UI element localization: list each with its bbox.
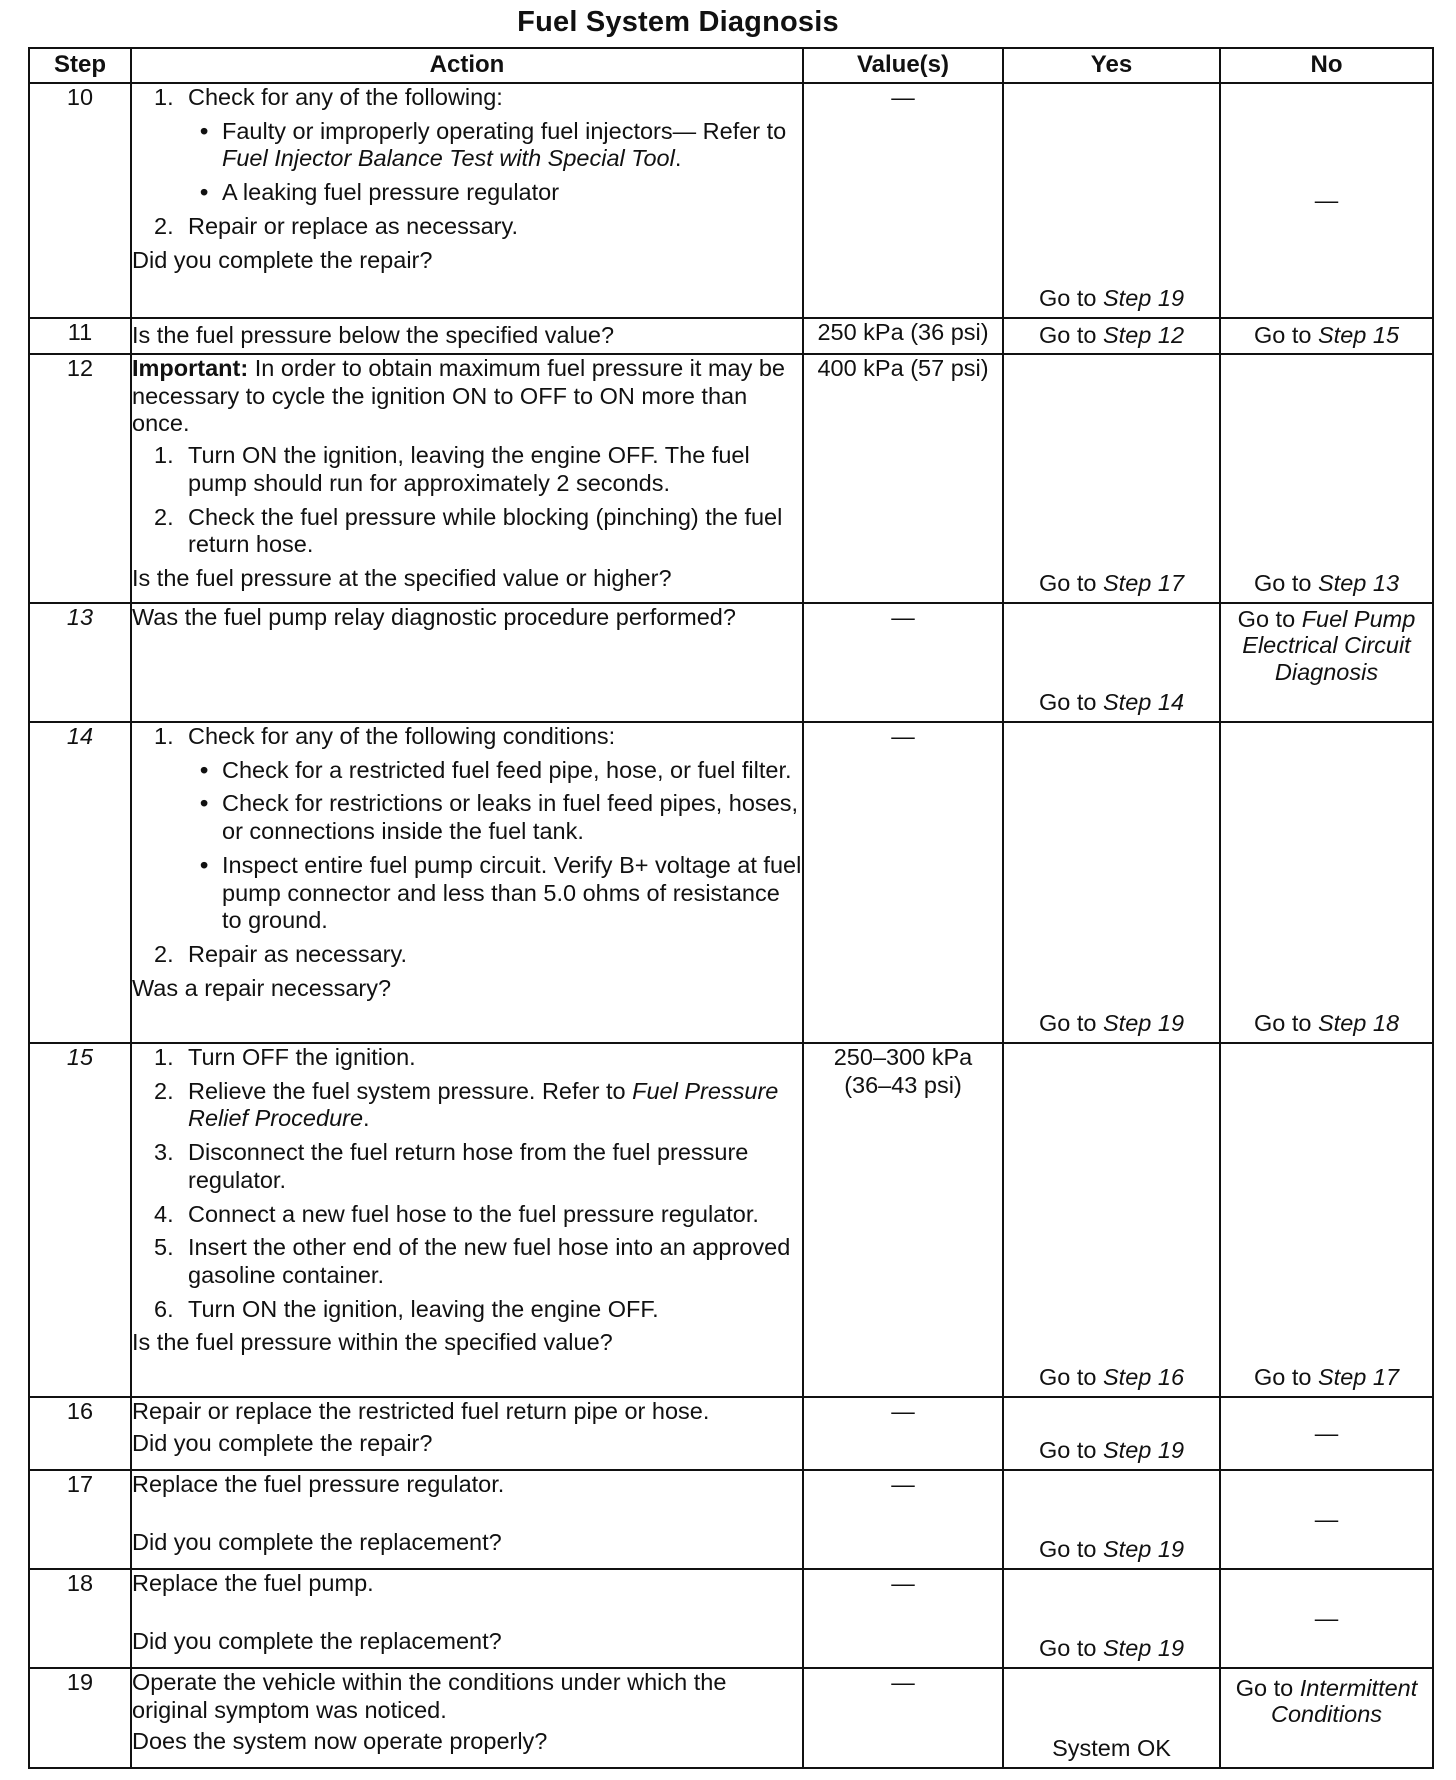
- action-cell: [131, 1569, 803, 1668]
- yes-goto[interactable]: Go to Step 16: [1038, 1364, 1185, 1391]
- item-number: 6.: [154, 1295, 174, 1322]
- no-goto[interactable]: Go to Step 18: [1253, 1010, 1400, 1037]
- header-step: Step: [29, 48, 131, 83]
- action-item: Repair as necessary.: [188, 941, 407, 968]
- yes-goto[interactable]: Go to Step 17: [1038, 570, 1185, 597]
- table-row: [29, 603, 1433, 722]
- action-cell: [131, 83, 803, 318]
- value-cell: 250 kPa (36 psi): [803, 318, 1003, 354]
- no-cell: [1220, 1569, 1433, 1668]
- value-cell: 400 kPa (57 psi): [803, 354, 1003, 603]
- no-value: —: [1314, 186, 1339, 213]
- value-cell: —: [803, 83, 1003, 318]
- action-question: Did you complete the repair?: [132, 246, 433, 273]
- yes-cell: [1003, 1668, 1220, 1768]
- no-goto[interactable]: Go to Fuel Pump Electrical Circuit Diagnosis: [1237, 606, 1416, 685]
- action-question: Did you complete the replacement?: [132, 1627, 502, 1654]
- action-question: Is the fuel pressure at the specified value or higher?: [132, 565, 672, 592]
- item-number: 5.: [154, 1234, 174, 1261]
- yes-cell: [1003, 1043, 1220, 1397]
- action-item: Connect a new fuel hose to the fuel pressure regulator.: [188, 1200, 759, 1227]
- no-value: —: [1314, 1604, 1339, 1631]
- yes-cell: [1003, 354, 1220, 603]
- table-header-row: [29, 48, 1433, 83]
- important-note: Important: In order to obtain maximum fuel pressure it may be necessary to cycle the ignition ON to OFF to ON more than once.: [132, 355, 786, 437]
- action-question: Does the system now operate properly?: [132, 1728, 548, 1755]
- action-line: Replace the fuel pump.: [132, 1570, 374, 1596]
- yes-cell: [1003, 1569, 1220, 1668]
- yes-goto[interactable]: Go to Step 19: [1038, 1536, 1185, 1563]
- value-cell: —: [803, 722, 1003, 1043]
- no-goto[interactable]: Go to Step 17: [1253, 1364, 1400, 1391]
- value-cell: —: [803, 1668, 1003, 1768]
- yes-cell: [1003, 1397, 1220, 1470]
- yes-cell: [1003, 318, 1220, 354]
- no-goto[interactable]: Go to Intermittent Conditions: [1235, 1675, 1418, 1728]
- action-question: Was the fuel pump relay diagnostic procedure performed?: [132, 604, 736, 630]
- header-action: Action: [131, 48, 803, 83]
- table-row: [29, 1470, 1433, 1569]
- bullet-icon: •: [200, 179, 209, 206]
- yes-result: System OK: [1052, 1735, 1171, 1762]
- table-row: [29, 318, 1433, 354]
- table-row: [29, 1569, 1433, 1668]
- yes-cell: [1003, 603, 1220, 722]
- no-cell: [1220, 1397, 1433, 1470]
- action-bullet: Faulty or improperly operating fuel injectors— Refer to Fuel Injector Balance Test with Special Tool.: [222, 117, 787, 172]
- item-number: 2.: [154, 941, 174, 968]
- bullet-icon: •: [200, 851, 209, 878]
- reference-link[interactable]: Fuel Pressure Relief Procedure: [188, 1077, 779, 1132]
- action-bullet: Check for a restricted fuel feed pipe, hose, or fuel filter.: [222, 756, 792, 783]
- step-number: 17: [29, 1470, 131, 1569]
- no-cell: [1220, 354, 1433, 603]
- yes-goto[interactable]: Go to Step 19: [1038, 285, 1185, 312]
- action-item: Repair or replace as necessary.: [188, 212, 519, 239]
- step-number: 18: [29, 1569, 131, 1668]
- yes-goto[interactable]: Go to Step 19: [1038, 1635, 1185, 1662]
- bullet-icon: •: [200, 790, 209, 817]
- action-question: Did you complete the replacement?: [132, 1528, 502, 1555]
- no-cell: [1220, 1668, 1433, 1768]
- value-line: (36–43 psi): [844, 1071, 962, 1098]
- step-number: 16: [29, 1397, 131, 1470]
- action-item: Disconnect the fuel return hose from the fuel pressure regulator.: [188, 1139, 749, 1193]
- item-number: 2.: [154, 1077, 174, 1104]
- action-question: Did you complete the repair?: [132, 1429, 433, 1456]
- no-goto[interactable]: Go to Step 15: [1253, 322, 1400, 349]
- action-question: Was a repair necessary?: [132, 974, 392, 1001]
- step-number: 15: [29, 1043, 131, 1397]
- item-number: 1.: [154, 84, 174, 110]
- reference-link[interactable]: Fuel Injector Balance Test with Special Tool: [222, 145, 675, 172]
- header-values: Value(s): [803, 48, 1003, 83]
- item-number: 4.: [154, 1200, 174, 1227]
- no-goto[interactable]: Go to Step 13: [1253, 570, 1400, 597]
- action-item: Check for any of the following conditions:: [188, 723, 616, 749]
- action-cell: [131, 318, 803, 354]
- yes-goto[interactable]: Go to Step 19: [1038, 1010, 1185, 1037]
- item-number: 1.: [154, 442, 174, 469]
- item-number: 2.: [154, 503, 174, 530]
- action-line: Operate the vehicle within the conditions under which the original symptom was noticed.: [132, 1669, 727, 1723]
- header-yes: Yes: [1003, 48, 1220, 83]
- item-number: 2.: [154, 212, 174, 239]
- step-number: 11: [29, 318, 131, 354]
- action-question: Is the fuel pressure within the specified value?: [132, 1329, 613, 1356]
- yes-cell: [1003, 722, 1220, 1043]
- no-cell: [1220, 318, 1433, 354]
- table-row: [29, 83, 1433, 318]
- value-line: 250–300 kPa: [833, 1044, 973, 1070]
- action-item: Turn ON the ignition, leaving the engine OFF.: [188, 1295, 659, 1322]
- no-cell: [1220, 722, 1433, 1043]
- step-number: 13: [29, 603, 131, 722]
- table-row: [29, 1397, 1433, 1470]
- reference-link: Fuel Pump Electrical Circuit Diagnosis: [1242, 606, 1416, 685]
- item-number: 1.: [154, 723, 174, 749]
- action-cell: [131, 1470, 803, 1569]
- bullet-icon: •: [200, 756, 209, 783]
- action-bullet: Check for restrictions or leaks in fuel feed pipes, hoses, or connections inside the fuel tank.: [222, 790, 799, 845]
- step-number: 12: [29, 354, 131, 603]
- header-no: No: [1220, 48, 1433, 83]
- page-title: Fuel System Diagnosis: [517, 6, 839, 38]
- no-cell: [1220, 603, 1433, 722]
- action-item: Check for any of the following:: [188, 84, 503, 110]
- reference-link: Intermittent Conditions: [1270, 1675, 1418, 1728]
- action-cell: [131, 354, 803, 603]
- action-cell: [131, 1668, 803, 1768]
- step-number: 10: [29, 83, 131, 318]
- action-cell: [131, 603, 803, 722]
- value-cell: [803, 1043, 1003, 1397]
- no-cell: [1220, 1043, 1433, 1397]
- yes-goto[interactable]: Go to Step 19: [1038, 1437, 1185, 1464]
- item-number: 3.: [154, 1139, 174, 1166]
- action-bullet: Inspect entire fuel pump circuit. Verify B+ voltage at fuel pump connector and less than 5.0 ohms of resistance to ground.: [222, 851, 802, 934]
- no-cell: [1220, 83, 1433, 318]
- yes-cell: [1003, 1470, 1220, 1569]
- action-item: Relieve the fuel system pressure. Refer to Fuel Pressure Relief Procedure.: [188, 1077, 779, 1132]
- yes-cell: [1003, 83, 1220, 318]
- action-line: Repair or replace the restricted fuel return pipe or hose.: [132, 1398, 710, 1424]
- value-cell: —: [803, 603, 1003, 722]
- bullet-icon: •: [200, 117, 209, 144]
- yes-goto[interactable]: Go to Step 12: [1038, 322, 1185, 349]
- no-value: —: [1314, 1505, 1339, 1532]
- value-cell: —: [803, 1569, 1003, 1668]
- no-value: —: [1314, 1419, 1339, 1446]
- table-row: [29, 1668, 1433, 1768]
- item-number: 1.: [154, 1044, 174, 1070]
- action-item: Insert the other end of the new fuel hose into an approved gasoline container.: [188, 1234, 791, 1289]
- step-number: 14: [29, 722, 131, 1043]
- yes-goto[interactable]: Go to Step 14: [1038, 689, 1185, 716]
- step-number: 19: [29, 1668, 131, 1768]
- action-item: Turn ON the ignition, leaving the engine OFF. The fuel pump should run for approximately 2 seconds.: [188, 442, 750, 496]
- value-cell: —: [803, 1470, 1003, 1569]
- action-cell: [131, 722, 803, 1043]
- action-item: Check the fuel pressure while blocking (pinching) the fuel return hose.: [188, 503, 783, 558]
- table-row: [29, 1043, 1433, 1397]
- action-item: Turn OFF the ignition.: [188, 1044, 416, 1070]
- table-row: [29, 354, 1433, 603]
- action-cell: [131, 1043, 803, 1397]
- action-question: Is the fuel pressure below the specified value?: [132, 322, 615, 348]
- table-row: [29, 722, 1433, 1043]
- value-cell: —: [803, 1397, 1003, 1470]
- action-line: Replace the fuel pressure regulator.: [132, 1471, 505, 1497]
- no-cell: [1220, 1470, 1433, 1569]
- diagnosis-table: [28, 47, 1434, 1769]
- action-bullet: A leaking fuel pressure regulator: [222, 179, 560, 206]
- action-cell: [131, 1397, 803, 1470]
